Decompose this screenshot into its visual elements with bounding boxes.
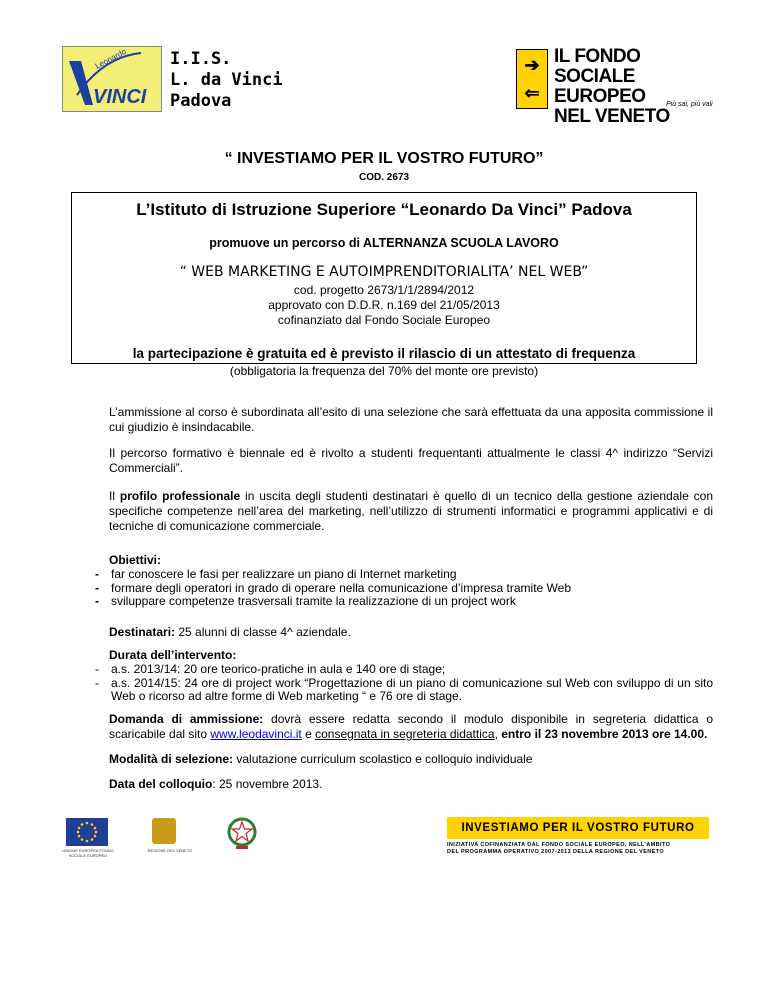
objectives-label: Obiettivi: xyxy=(109,553,162,567)
veneto-caption: REGIONE DEL VENETO xyxy=(147,848,193,853)
delivery-note: consegnata in segreteria didattica xyxy=(315,727,495,741)
cofinanced-line: cofinanziato dal Fondo Sociale Europeo xyxy=(277,313,491,327)
institute-name: L’Istituto di Istruzione Superiore “Leonardo Da Vinci” Padova xyxy=(136,200,632,219)
list-item: - formare degli operatori in grado di operare nella comunicazione d’impresa tramite Web xyxy=(95,580,572,595)
invest-sub-line-2: DEL PROGRAMMA OPERATIVO 2007-2013 DELLA REGIONE DEL VENETO xyxy=(447,849,665,855)
objectives-section xyxy=(95,553,713,609)
approval-line: approvato con D.D.R. n.169 del 21/05/2013 xyxy=(268,298,500,312)
arrow-left-icon: ⇐ xyxy=(524,83,540,103)
profile-paragraph xyxy=(109,489,713,534)
invest-banner: INVESTIAMO PER IL VOSTRO FUTURO xyxy=(447,817,709,839)
objectives-list xyxy=(87,568,713,609)
interview-paragraph xyxy=(109,777,713,792)
duration-section xyxy=(95,648,713,704)
school-logo xyxy=(62,46,162,112)
invest-subtitle xyxy=(447,842,709,856)
course-title: “ WEB MARKETING E AUTOIMPRENDITORIALITA’ NEL WEB” xyxy=(179,264,589,280)
profile-bold: profilo professionale xyxy=(119,489,241,503)
logo-top-text: Leonardo xyxy=(93,47,128,71)
recipients-label: Destinatari: xyxy=(109,625,176,639)
fse-line-1: IL FONDO xyxy=(554,46,641,67)
main-code: COD. 2673 xyxy=(358,172,410,183)
school-line-2: L. da Vinci xyxy=(170,70,283,90)
fse-text xyxy=(554,47,716,127)
italian-republic-emblem-icon xyxy=(226,816,258,852)
interview-date: : 25 novembre 2013. xyxy=(212,777,323,791)
application-label: Domanda di ammissione: xyxy=(109,712,264,726)
fse-tagline: Più sai, più vali xyxy=(666,101,713,108)
path-paragraph: Il percorso formativo è biennale ed è rivolto a studenti frequentanti attualmente le classi 4^ indirizzo “Servizi Commerciali”. xyxy=(109,446,713,475)
admission-paragraph: L’ammissione al corso è subordinata all’esito di una selezione che sarà effettuata da una apposita commissione il cui giudizio è insindacabile. xyxy=(109,405,713,434)
eu-caption: UNIONE EUROPEA FONDO SOCIALE EUROPEO xyxy=(62,848,114,858)
fse-arrows-icon xyxy=(516,49,548,109)
deadline: entro il 23 novembre 2013 ore 14.00. xyxy=(501,727,708,741)
school-line-3: Padova xyxy=(170,91,232,111)
list-item: - far conoscere le fasi per realizzare un piano di Internet marketing xyxy=(95,567,457,581)
project-code: cod. progetto 2673/1/1/2894/2012 xyxy=(293,283,475,297)
list-item: - a.s. 2013/14: 20 ore teorico-pratiche in aula e 140 ore di stage; xyxy=(95,662,446,676)
school-name xyxy=(170,49,283,112)
list-item: - a.s. 2014/15: 24 ore di project work “Progettazione di un piano di comunicazione sul Web con sviluppo di un sito Web o ricorso ad altre forme di Web marketing “ e 76 ore di stage. xyxy=(95,675,713,703)
eu-flag-icon xyxy=(66,818,108,846)
profile-text: in uscita degli studenti destinatari è quello di un tecnico della gestione aziendale con specifiche competenze nell’area del marketing, nell’utilizzo di strumenti informatici e programmi applicativi e di tecniche di comunicazione commerciale. xyxy=(109,489,713,533)
arrow-right-icon: ➔ xyxy=(524,55,540,75)
fse-line-2: SOCIALE EUROPEO xyxy=(554,66,646,107)
duration-list xyxy=(87,663,713,704)
mandatory-attendance: (obbligatoria la frequenza del 70% del monte ore previsto) xyxy=(229,364,539,378)
promotes-line: promuove un percorso di ALTERNANZA SCUOLA LAVORO xyxy=(209,236,559,250)
selection-paragraph xyxy=(109,752,713,767)
selection-text: valutazione curriculum scolastico e colloquio individuale xyxy=(233,752,533,766)
free-participation: la partecipazione è gratuita ed è previsto il rilascio di un attestato di frequenza xyxy=(132,346,636,361)
duration-label: Durata dell’intervento: xyxy=(109,648,237,662)
fse-logo xyxy=(516,46,716,127)
main-title: “ INVESTIAMO PER IL VOSTRO FUTURO” xyxy=(224,150,544,167)
selection-label: Modalità di selezione: xyxy=(109,752,234,766)
website-link[interactable]: www.leodavinci.it xyxy=(210,727,302,741)
profile-pre: Il xyxy=(109,489,120,503)
list-item: - sviluppare competenze trasversali tramite la realizzazione di un project work xyxy=(95,594,516,608)
recipients-paragraph xyxy=(109,625,713,640)
veneto-lion-icon xyxy=(152,818,176,844)
recipients-text: 25 alunni di classe 4^ aziendale. xyxy=(175,625,351,639)
application-paragraph: Domanda di ammissione: dovrà essere redatta secondo il modulo disponibile in segreteria didattica o scaricabile dal sito www.leodavinci.it e consegnata in segreteria didattica, entro il 23 novembre 2013 ore 14.00. xyxy=(109,712,713,741)
school-line-1: I.I.S. xyxy=(170,49,232,69)
invest-sub-line-1: INIZIATIVA COFINANZIATA DAL FONDO SOCIALE EUROPEO, NELL’AMBITO xyxy=(447,842,671,848)
application-text: dovrà essere redatta secondo il modulo disponibile in segreteria didattica o scaricabile dal sito xyxy=(109,712,713,741)
fse-line-3: NEL VENETO xyxy=(554,106,670,127)
interview-label: Data del colloquio xyxy=(109,777,213,791)
logo-main-text: VINCI xyxy=(93,86,147,108)
